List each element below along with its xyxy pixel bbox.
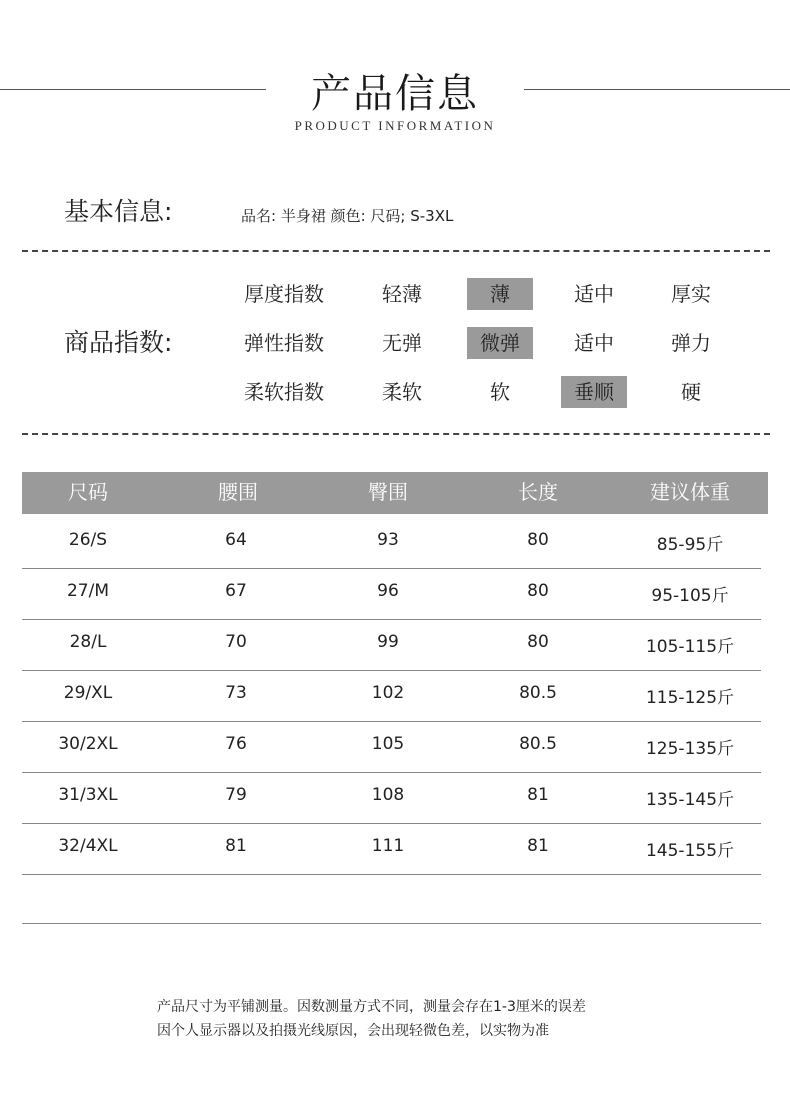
index-option-selected: 微弹 [467, 327, 533, 359]
table-row-divider [22, 823, 761, 824]
table-cell: 96 [377, 581, 399, 601]
table-row-divider [22, 568, 761, 569]
column-header: 建议体重 [650, 480, 730, 504]
table-cell: 32/4XL [58, 836, 118, 856]
table-row-divider [22, 670, 761, 671]
index-option: 无弹 [382, 331, 422, 355]
divider-top [22, 250, 770, 252]
index-option: 弹力 [671, 331, 711, 355]
index-row-name: 柔软指数 [244, 380, 324, 404]
column-header: 臀围 [368, 480, 408, 504]
basic-info-value: 品名: 半身裙 颜色: 尺码; S-3XL [241, 207, 454, 225]
index-row-name: 厚度指数 [244, 282, 324, 306]
table-cell: 81 [225, 836, 247, 856]
index-option: 适中 [574, 331, 614, 355]
index-option: 厚实 [671, 282, 711, 306]
size-table-header [22, 472, 768, 514]
table-cell: 79 [225, 785, 247, 805]
table-cell: 80 [527, 530, 549, 550]
basic-info-label: 基本信息: [64, 197, 173, 226]
note-line-2: 因个人显示器以及拍摄光线原因，会出现轻微色差，以实物为准 [157, 1023, 549, 1039]
index-option: 软 [490, 380, 510, 404]
table-row-divider [22, 772, 761, 773]
table-cell: 102 [371, 683, 405, 703]
table-cell: 145-155斤 [645, 841, 735, 861]
table-cell: 125-135斤 [645, 739, 735, 759]
column-header: 腰围 [218, 480, 258, 504]
index-option: 轻薄 [382, 282, 422, 306]
table-cell: 93 [377, 530, 399, 550]
table-cell: 105-115斤 [645, 637, 735, 657]
table-cell: 70 [225, 632, 247, 652]
table-cell: 80 [527, 581, 549, 601]
table-bottom-divider [22, 923, 761, 924]
table-cell: 26/S [68, 530, 108, 550]
index-row-name: 弹性指数 [244, 331, 324, 355]
table-cell: 115-125斤 [645, 688, 735, 708]
table-cell: 73 [225, 683, 247, 703]
table-cell: 105 [371, 734, 405, 754]
table-cell: 30/2XL [58, 734, 118, 754]
table-cell: 81 [527, 836, 549, 856]
indices-label: 商品指数: [64, 328, 173, 357]
table-cell: 111 [371, 836, 405, 856]
table-cell: 29/XL [63, 683, 113, 703]
table-cell: 81 [527, 785, 549, 805]
table-cell: 28/L [69, 632, 107, 652]
divider-bottom [22, 433, 770, 435]
table-cell: 135-145斤 [645, 790, 735, 810]
index-option: 硬 [681, 380, 701, 404]
column-header: 长度 [518, 480, 558, 504]
table-cell: 64 [225, 530, 247, 550]
page-subtitle: PRODUCT INFORMATION [294, 118, 496, 133]
table-cell: 27/M [66, 581, 110, 601]
table-cell: 80.5 [519, 683, 557, 703]
table-cell: 67 [225, 581, 247, 601]
column-header: 尺码 [68, 480, 108, 504]
index-option-selected: 薄 [467, 278, 533, 310]
table-cell: 31/3XL [58, 785, 118, 805]
index-option-selected: 垂顺 [561, 376, 627, 408]
index-option: 柔软 [382, 380, 422, 404]
table-cell: 80 [527, 632, 549, 652]
table-row-divider [22, 721, 761, 722]
table-cell: 80.5 [519, 734, 557, 754]
table-row-divider [22, 619, 761, 620]
table-cell: 85-95斤 [656, 535, 724, 555]
table-cell: 76 [225, 734, 247, 754]
table-row-divider [22, 874, 761, 875]
note-line-1: 产品尺寸为平铺测量。因数测量方式不同，测量会存在1-3厘米的误差 [157, 999, 586, 1015]
table-cell: 95-105斤 [651, 586, 729, 606]
table-cell: 108 [371, 785, 405, 805]
page-title: 产品信息 [311, 71, 479, 117]
table-cell: 99 [377, 632, 399, 652]
index-option: 适中 [574, 282, 614, 306]
